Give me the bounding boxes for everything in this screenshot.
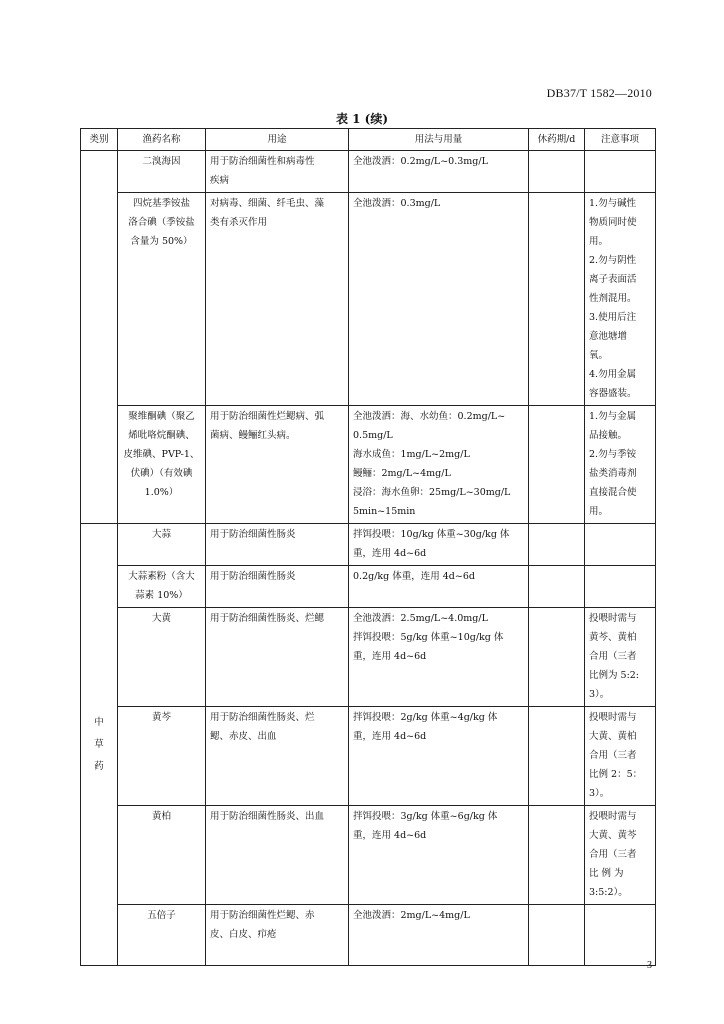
notes-cell: 投喂时需与 大黄、黄芩 合用（三者 比 例 为 3:5:2）。 [585,806,656,905]
drug-table [80,128,656,966]
use-cell: 用于防治细菌性烂鳃病、弧 菌病、鳗鲡红头病。 [206,406,349,524]
notes-cell [585,524,656,566]
page-number: 3 [647,960,652,971]
drug-name-cell: 五倍子 [118,905,206,966]
category-cell: 中 草 药 [81,524,118,966]
use-cell: 用于防治细菌性烂鳃、赤 皮、白皮、疖疮 [206,905,349,966]
withdrawal-cell [529,406,585,524]
drug-name-cell: 大蒜素粉（含大 蒜素 10%） [118,566,206,608]
withdrawal-cell [529,608,585,707]
dosage-cell: 全池泼洒：2.5mg/L~4.0mg/L 拌饵投喂：5g/kg 体重~10g/kg 体 重，连用 4d~6d [349,608,529,707]
table-caption: 表 1 (续) [335,112,389,126]
notes-cell: 1.勿与金属 品接触。 2.勿与季铵 盐类消毒剂 直接混合使 用。 [585,406,656,524]
dosage-cell: 全池泼洒：0.3mg/L [349,193,529,406]
column-header: 类别 [81,129,118,151]
column-header: 用途 [206,129,349,151]
drug-name-cell: 黄芩 [118,707,206,806]
use-cell: 用于防治细菌性肠炎 [206,524,349,566]
withdrawal-cell [529,524,585,566]
dosage-cell: 拌饵投喂：3g/kg 体重~6g/kg 体 重，连用 4d~6d [349,806,529,905]
column-header: 休药期/d [529,129,585,151]
use-cell: 用于防治细菌性肠炎、出血 [206,806,349,905]
notes-cell: 投喂时需与 大黄、黄柏 合用（三者 比例 2：5： 3）。 [585,707,656,806]
column-header: 渔药名称 [118,129,206,151]
dosage-cell: 拌饵投喂：2g/kg 体重~4g/kg 体 重，连用 4d~6d [349,707,529,806]
withdrawal-cell [529,905,585,966]
use-cell: 用于防治细菌性肠炎、烂 鳃、赤皮、出血 [206,707,349,806]
dosage-cell: 全池泼洒：2mg/L~4mg/L [349,905,529,966]
column-header: 注意事项 [585,129,656,151]
table-row [81,707,656,806]
use-cell: 用于防治细菌性肠炎 [206,566,349,608]
drug-name-cell: 二溴海因 [118,151,206,193]
drug-name-cell: 大黄 [118,608,206,707]
column-header: 用法与用量 [349,129,529,151]
withdrawal-cell [529,806,585,905]
drug-name-cell: 黄柏 [118,806,206,905]
withdrawal-cell [529,707,585,806]
withdrawal-cell [529,566,585,608]
dosage-cell: 拌饵投喂：10g/kg 体重~30g/kg 体 重，连用 4d~6d [349,524,529,566]
dosage-cell: 全池泼洒：0.2mg/L~0.3mg/L [349,151,529,193]
notes-cell: 1.勿与碱性 物质同时使 用。 2.勿与阴性 离子表面活 性剂混用。 3.使用后注 意池塘增 氧。 4.勿用金属 容器盛装。 [585,193,656,406]
table-header-row [81,129,656,151]
withdrawal-cell [529,151,585,193]
drug-name-cell: 大蒜 [118,524,206,566]
table-row [81,566,656,608]
table-row [81,406,656,524]
drug-name-cell: 四烷基季铵盐 洛合碘（季铵盐 含量为 50%） [118,193,206,406]
notes-cell [585,566,656,608]
table-row [81,524,656,566]
notes-cell [585,151,656,193]
notes-cell [585,905,656,966]
category-cell [81,151,118,524]
dosage-cell: 0.2g/kg 体重，连用 4d~6d [349,566,529,608]
table-row [81,151,656,193]
notes-cell: 投喂时需与 黄芩、黄柏 合用（三者 比例为 5:2: 3）。 [585,608,656,707]
table-row [81,193,656,406]
use-cell: 对病毒、细菌、纤毛虫、藻 类有杀灭作用 [206,193,349,406]
table-row [81,806,656,905]
document-code: DB37/T 1582—2010 [546,86,652,100]
withdrawal-cell [529,193,585,406]
drug-name-cell: 聚维酮碘（聚乙 烯吡咯烷酮碘、 皮维碘、PVP-1、 伏碘）（有效碘 1.0%） [118,406,206,524]
table-row [81,608,656,707]
use-cell: 用于防治细菌性肠炎、烂鳃 [206,608,349,707]
dosage-cell: 全池泼洒：海、水幼鱼：0.2mg/L~ 0.5mg/L 海水成鱼：1mg/L~2mg/L 鳗鲡：2mg/L~4mg/L 浸浴：海水鱼卵：25mg/L~30mg/L 5min~15min [349,406,529,524]
use-cell: 用于防治细菌性和病毒性 疾病 [206,151,349,193]
table-row [81,905,656,966]
